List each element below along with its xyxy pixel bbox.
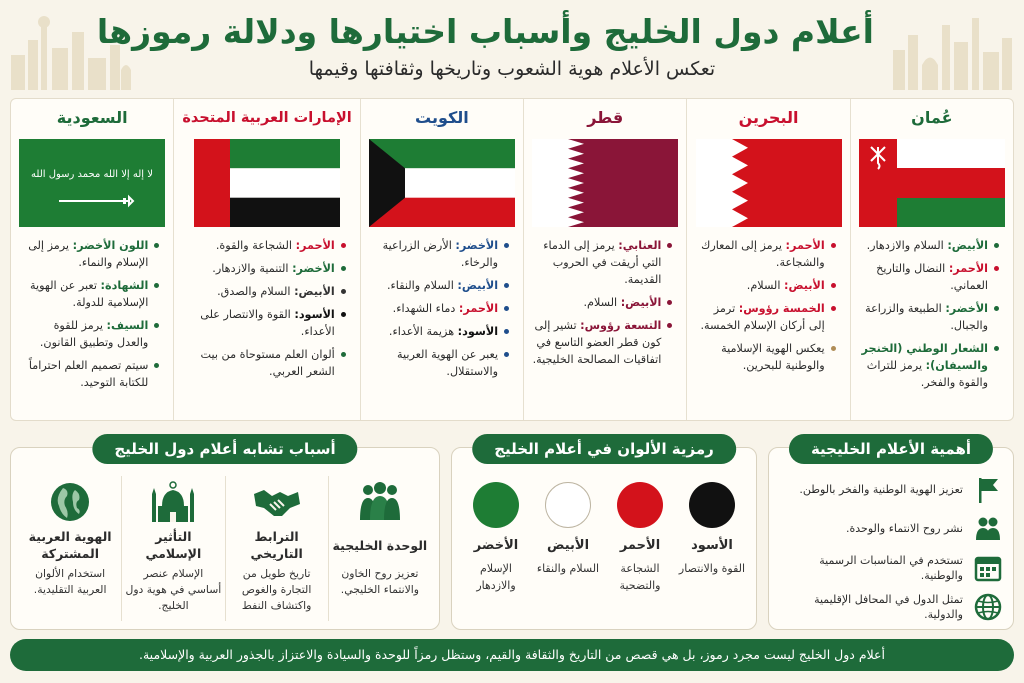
- bahrain-points: [695, 237, 841, 380]
- point-item: [369, 277, 509, 294]
- point-text: الشجاعة والقوة.: [215, 239, 296, 252]
- page-title: أعلام دول الخليج وأسباب اختيارها ودلالة رموزها: [96, 12, 874, 51]
- importance-text: تستخدم في المناسبات الرسمية والوطنية.: [819, 553, 963, 582]
- point-item: [369, 300, 509, 317]
- point-text: ترمز إلى أركان الإسلام الخمسة.: [700, 302, 825, 332]
- point-label: الأحمر:: [295, 239, 335, 252]
- qatar-points: [532, 237, 678, 374]
- color-desc: السلام والنقاء: [536, 562, 600, 575]
- reason-title: الترابط التاريخي: [250, 529, 303, 561]
- reason-item: [328, 476, 431, 621]
- point-label: التسعة رؤوس:: [580, 319, 662, 332]
- oman-points: [859, 237, 1005, 397]
- reason-desc: تاريخ طويل من التجارة والغوص واكتشاف النفط: [241, 567, 312, 612]
- point-text: السلام.: [746, 279, 785, 292]
- importance-list: [779, 470, 1003, 626]
- importance-item: [779, 509, 1003, 548]
- point-item: [859, 340, 999, 391]
- bahrain-flag: [696, 139, 842, 227]
- importance-text: تمثل الدول في المحافل الإقليمية والدولية.: [814, 592, 963, 621]
- uae-flag: [194, 139, 340, 227]
- point-text: تعبر عن الهوية الإسلامية للدولة.: [30, 279, 149, 309]
- qatar-flag: [532, 139, 678, 227]
- point-item: [695, 277, 835, 294]
- color-item-white: [532, 482, 604, 594]
- point-label: الأبيض:: [457, 279, 499, 292]
- point-item: [532, 317, 672, 368]
- point-label: العنابي:: [618, 239, 662, 252]
- point-text: يعكس الهوية الإسلامية والوطنية للبحرين.: [721, 342, 825, 372]
- point-text: يرمز إلى الإسلام والنماء.: [28, 239, 149, 269]
- point-item: [695, 300, 835, 334]
- importance-text: نشر روح الانتماء والوحدة.: [846, 522, 963, 535]
- point-item: [532, 294, 672, 311]
- color-name: الأحمر: [619, 538, 661, 553]
- country-name: عُمان: [911, 108, 953, 127]
- point-text: يرمز للتراث والقوة والفخر.: [866, 359, 988, 389]
- color-desc: الإسلام والازدهار: [476, 562, 516, 592]
- point-item: [19, 277, 159, 311]
- point-text: سيتم تصميم العلم احتراماً للكتابة التوحيد.: [28, 359, 149, 389]
- point-text: الأرض الزراعية والرخاء.: [382, 239, 499, 269]
- point-item: [859, 237, 999, 254]
- importance-box: [768, 440, 1014, 630]
- point-label: الأسود:: [457, 325, 499, 338]
- color-swatch-white: [545, 482, 591, 528]
- importance-text: تعزيز الهوية الوطنية والفخر بالوطن.: [799, 483, 963, 496]
- point-item: [369, 346, 509, 380]
- reasons-title: أسباب تشابه أعلام دول الخليج: [92, 434, 357, 464]
- color-item-black: [676, 482, 748, 594]
- point-item: [369, 323, 509, 340]
- color-swatch-green: [473, 482, 519, 528]
- point-text: دماء الشهداء.: [392, 302, 459, 315]
- reasons-row: [19, 476, 431, 621]
- color-swatch-red: [617, 482, 663, 528]
- uae-points: [182, 237, 351, 386]
- point-label: الأبيض:: [784, 279, 825, 292]
- color-name: الأسود: [691, 538, 733, 553]
- color-name: الأخضر: [473, 538, 519, 553]
- point-text: السلام.: [583, 296, 621, 309]
- point-label: الأحمر:: [458, 302, 499, 315]
- color-desc: الشجاعة والتضحية: [619, 562, 661, 592]
- point-item: [532, 237, 672, 288]
- point-text: يرمز إلى المعارك والشجاعة.: [701, 239, 825, 269]
- calendar-icon: [973, 553, 1003, 583]
- point-text: التنمية والازدهار.: [212, 262, 293, 275]
- point-item: [182, 346, 345, 380]
- country-name: الكويت: [415, 108, 469, 127]
- colors-title: رمزية الألوان في أعلام الخليج: [472, 434, 736, 464]
- reason-item: [19, 476, 121, 621]
- point-label: الخمسة رؤوس:: [738, 302, 825, 315]
- point-text: ألوان العلم مستوحاة من بيت الشعر العربي.: [200, 348, 335, 378]
- point-text: السلام والصدق.: [217, 285, 295, 298]
- country-column-saudi: [11, 99, 173, 420]
- kuwait-points: [369, 237, 515, 386]
- point-text: هزيمة الأعداء.: [388, 325, 458, 338]
- point-item: [695, 237, 835, 271]
- reason-title: الوحدة الخليجية: [332, 537, 428, 553]
- flag-icon: [973, 475, 1003, 505]
- point-item: [369, 237, 509, 271]
- point-text: تشير إلى كون قطر العضو التاسع في اتفاقيات المصالحة الخليجية.: [532, 319, 662, 366]
- mosque-icon: [148, 480, 198, 524]
- importance-item: [779, 587, 1003, 626]
- point-item: [19, 317, 159, 351]
- flags-panel: [10, 98, 1014, 421]
- color-name: الأبيض: [546, 538, 590, 553]
- point-label: السيف:: [106, 319, 149, 332]
- point-label: الشعار الوطني (الخنجر والسيفان):: [861, 342, 988, 372]
- reason-item: [121, 476, 224, 621]
- point-text: يعبر عن الهوية العربية والاستقلال.: [397, 348, 499, 378]
- globe-icon: [973, 592, 1003, 622]
- point-item: [695, 340, 835, 374]
- country-column-kuwait: [360, 99, 523, 420]
- point-item: [19, 237, 159, 271]
- country-column-bahrain: [686, 99, 849, 420]
- country-name: السعودية: [56, 108, 128, 127]
- point-item: [859, 300, 999, 334]
- point-label: الأخضر:: [945, 302, 988, 315]
- point-label: اللون الأخضر:: [72, 239, 149, 252]
- reasons-box: [10, 440, 440, 630]
- color-item-green: [460, 482, 532, 594]
- point-item: [182, 260, 345, 277]
- point-label: الأبيض:: [620, 296, 662, 309]
- point-text: السلام والازدهار.: [866, 239, 948, 252]
- point-text: يرمز إلى الدماء التي أريقت في الحروب القديمة.: [543, 239, 662, 286]
- point-text: السلام والنقاء.: [386, 279, 458, 292]
- point-label: الأحمر:: [948, 262, 988, 275]
- reason-desc: تعزيز روح الخاون والانتماء الخليجي.: [340, 567, 419, 596]
- globe-icon: [45, 480, 95, 524]
- point-label: الأبيض:: [294, 285, 335, 298]
- point-label: الأسود:: [294, 308, 335, 321]
- reason-item: [225, 476, 328, 621]
- reason-title: الهوية العربية المشتركة: [28, 529, 112, 561]
- point-text: الطبيعة والزراعة والجبال.: [865, 302, 988, 332]
- colors-box: [451, 440, 757, 630]
- color-item-red: [604, 482, 676, 594]
- point-item: [19, 357, 159, 391]
- country-name: البحرين: [738, 108, 799, 127]
- point-text: النضال والتاريخ العماني.: [876, 262, 988, 292]
- handshake-icon: [252, 480, 302, 524]
- people-icon: [973, 514, 1003, 544]
- saudi-shahada-text: لا إله إلا الله محمد رسول الله: [31, 169, 154, 180]
- point-label: الأخضر:: [455, 239, 499, 252]
- saudi-points: [19, 237, 165, 397]
- importance-title: أهمية الأعلام الخليجية: [789, 434, 993, 464]
- color-desc: القوة والانتصار: [678, 562, 746, 575]
- importance-item: [779, 548, 1003, 587]
- point-label: الأخضر:: [292, 262, 335, 275]
- country-name: الإمارات العربية المتحدة: [182, 110, 352, 126]
- point-text: يرمز للقوة والعدل وتطبيق القانون.: [39, 319, 149, 349]
- point-label: الأبيض:: [947, 239, 988, 252]
- point-item: [859, 260, 999, 294]
- country-name: قطر: [587, 108, 624, 127]
- kuwait-flag: [369, 139, 515, 227]
- saudi-flag: [19, 139, 165, 227]
- reason-desc: استخدام الألوان العربية التقليدية.: [33, 567, 107, 596]
- reason-desc: الإسلام عنصر أساسي في هوية دول الخليج.: [125, 567, 222, 612]
- point-text: القوة والانتصار على الأعداء.: [200, 308, 335, 338]
- point-item: [182, 237, 345, 254]
- skyline-right-decoration: [888, 10, 1018, 90]
- point-label: الأحمر:: [785, 239, 825, 252]
- country-column-oman: [850, 99, 1013, 420]
- reason-title: التأثير الإسلامي: [145, 529, 202, 561]
- point-item: [182, 283, 345, 300]
- country-column-uae: [173, 99, 359, 420]
- footer-banner: أعلام دول الخليج ليست مجرد رموز، بل هي قصص من التاريخ والثقافة والقيم، وستظل رمزاً للوحدة والسيادة والاعتزاز بالجذور العربية والإسلامية.: [10, 639, 1014, 671]
- colors-row: [460, 482, 748, 594]
- people-icon: [355, 480, 405, 524]
- point-item: [182, 306, 345, 340]
- point-label: الشهادة:: [100, 279, 149, 292]
- importance-item: [779, 470, 1003, 509]
- color-swatch-black: [689, 482, 735, 528]
- oman-flag: [859, 139, 1005, 227]
- country-column-qatar: [523, 99, 686, 420]
- page-subtitle: تعكس الأعلام هوية الشعوب وتاريخها وثقافتها وقيمها: [308, 58, 716, 80]
